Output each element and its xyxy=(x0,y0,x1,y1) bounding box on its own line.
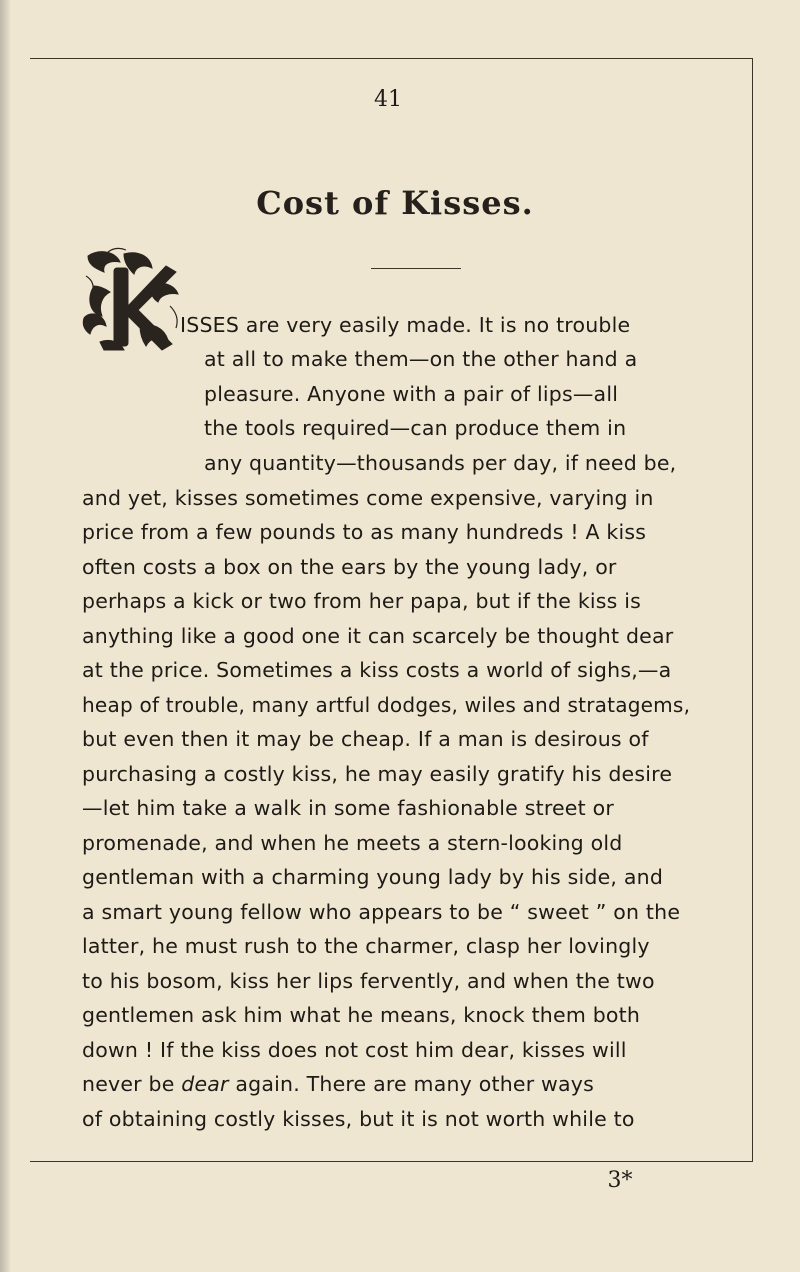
text-line: ISSES are very easily made. It is no trouble xyxy=(180,313,631,337)
text-line: to his bosom, kiss her lips fervently, and when the two xyxy=(82,969,655,993)
text-line: purchasing a costly kiss, he may easily gratify his desire xyxy=(82,762,673,786)
text-fragment: never be xyxy=(82,1072,175,1096)
text-line: latter, he must rush to the charmer, clasp her lovingly xyxy=(82,934,650,958)
italic-word: dear xyxy=(181,1072,229,1096)
text-line: heap of trouble, many artful dodges, wiles and stratagems, xyxy=(82,693,691,717)
text-line: promenade, and when he meets a stern-looking old xyxy=(82,831,623,855)
chapter-title: Cost of Kisses. xyxy=(256,184,534,222)
text-line: at the price. Sometimes a kiss costs a world of sighs,—a xyxy=(82,658,672,682)
page-number: 41 xyxy=(374,87,402,112)
text-line: gentlemen ask him what he means, knock them both xyxy=(82,1003,641,1027)
text-line: of obtaining costly kisses, but it is not worth while to xyxy=(82,1107,635,1131)
text-line: any quantity—thousands per day, if need be, xyxy=(204,451,677,475)
text-fragment: again. There are many other ways xyxy=(235,1072,594,1096)
catchword: 3* xyxy=(607,1168,633,1193)
text-line: anything like a good one it can scarcely be thought dear xyxy=(82,624,674,648)
text-line: price from a few pounds to as many hundreds ! A kiss xyxy=(82,520,647,544)
text-line: the tools required—can produce them in xyxy=(204,416,627,440)
text-line: pleasure. Anyone with a pair of lips—all xyxy=(204,382,619,406)
text-line: at all to make them—on the other hand a xyxy=(204,347,638,371)
text-line: down ! If the kiss does not cost him dear, kisses will xyxy=(82,1038,627,1062)
text-line: gentleman with a charming young lady by his side, and xyxy=(82,865,664,889)
text-line: —let him take a walk in some fashionable street or xyxy=(82,796,614,820)
text-line: often costs a box on the ears by the young lady, or xyxy=(82,555,617,579)
text-line: perhaps a kick or two from her papa, but if the kiss is xyxy=(82,589,642,613)
drop-cap-k-ornament xyxy=(80,246,192,354)
text-line: and yet, kisses sometimes come expensive, varying in xyxy=(82,486,654,510)
title-rule xyxy=(371,268,461,269)
text-line: but even then it may be cheap. If a man is desirous of xyxy=(82,727,649,751)
page-edge-shadow xyxy=(0,0,10,1272)
page-border xyxy=(30,58,753,1162)
text-line: a smart young fellow who appears to be “ sweet ” on the xyxy=(82,900,681,924)
